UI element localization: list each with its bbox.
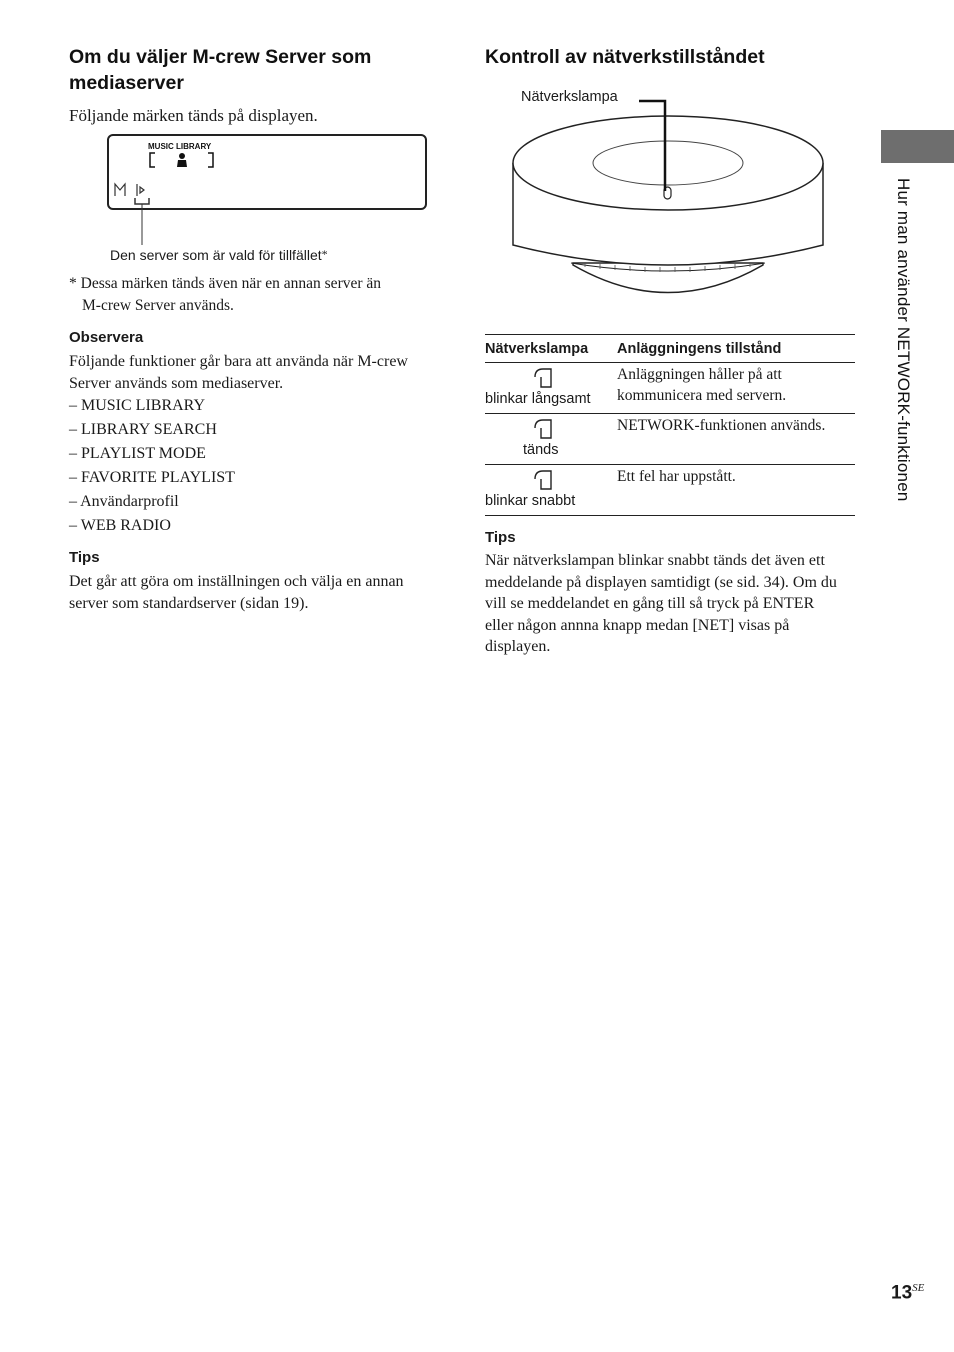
- note-line2: Server används som mediaserver.: [69, 374, 284, 392]
- side-tab-marker: [881, 130, 954, 163]
- right-tips-text: [485, 550, 837, 658]
- left-heading-line1: Om du väljer M-crew Server som: [69, 46, 372, 68]
- note-text: [69, 351, 408, 394]
- list-item: – FAVORITE PLAYLIST: [69, 469, 235, 486]
- list-item: – PLAYLIST MODE: [69, 445, 206, 462]
- note-heading: Observera: [69, 329, 144, 346]
- list-item: – MUSIC LIBRARY: [69, 397, 206, 414]
- table-row: [485, 363, 855, 414]
- lamp-state-label: blinkar snabbt: [485, 493, 576, 509]
- page-number-suffix: SE: [912, 1282, 925, 1294]
- right-heading: Kontroll av nätverkstillståndet: [485, 46, 765, 68]
- left-tips-heading: Tips: [69, 549, 100, 566]
- right-tips-line2: meddelande på displayen samtidigt (se sid. 34). Om du: [485, 573, 837, 591]
- list-item: – LIBRARY SEARCH: [69, 421, 217, 438]
- facility-state: [617, 363, 855, 413]
- table-header-state: Anläggningens tillstånd: [617, 340, 782, 357]
- right-tips-line3: vill se meddelandet en gång till så tryck på ENTER: [485, 595, 815, 612]
- lamp-blink-fast-icon: [533, 467, 555, 491]
- music-library-label: MUSIC LIBRARY: [148, 142, 212, 151]
- facility-state-line1: NETWORK-funktionen används.: [617, 417, 826, 434]
- facility-state-line1: Anläggningen håller på att: [617, 366, 782, 383]
- list-item: – WEB RADIO: [69, 517, 171, 534]
- footnote-line1: * Dessa märken tänds även när en annan server än: [69, 275, 382, 292]
- display-caption-asterisk: *: [321, 247, 328, 261]
- device-lamp-label: Nätverkslampa: [521, 89, 618, 105]
- display-intro: Följande märken tänds på displayen.: [69, 106, 318, 125]
- feature-list: [69, 394, 235, 538]
- lamp-state-label: blinkar långsamt: [485, 391, 591, 407]
- side-tab-label: Hur man använder NETWORK-funktionen: [894, 178, 913, 502]
- display-caption-text: Den server som är vald för tillfället: [110, 247, 322, 263]
- note-line1: Följande funktioner går bara att använda när M-crew: [69, 353, 408, 370]
- display-caption: [110, 247, 328, 263]
- table-header: [485, 335, 855, 363]
- table-row: [485, 414, 855, 465]
- facility-state-line1: Ett fel har uppstått.: [617, 468, 736, 485]
- right-tips-line1: När nätverkslampan blinkar snabbt tänds det även ett: [485, 552, 825, 569]
- device-top-panel: [593, 141, 743, 185]
- page-number-value: 13: [891, 1282, 913, 1304]
- right-tips-line4: eller någon annna knapp medan [NET] visas på: [485, 616, 790, 634]
- left-tips-text: [69, 571, 404, 614]
- lamp-status-table: [485, 334, 855, 516]
- lamp-blink-slow-icon: [533, 365, 555, 389]
- lamp-state-label: tänds: [523, 442, 559, 458]
- footnote-line2: M-crew Server används.: [82, 296, 234, 314]
- facility-state: [617, 414, 855, 464]
- facility-state-line2: kommunicera med servern.: [617, 387, 787, 404]
- footnote: [69, 273, 381, 316]
- lamp-on-icon: [533, 416, 555, 440]
- list-item: – Användarprofil: [69, 493, 179, 510]
- right-tips-line5: displayen.: [485, 638, 551, 655]
- left-tips-line1: Det går att göra om inställningen och välja en annan: [69, 573, 404, 590]
- table-row: [485, 465, 855, 516]
- left-heading: [69, 44, 371, 96]
- facility-state: [617, 465, 855, 515]
- left-heading-line2: mediaserver: [69, 72, 184, 94]
- page-number: [891, 1282, 924, 1304]
- left-tips-line2: server som standardserver (sidan 19).: [69, 594, 309, 612]
- device-illustration: [505, 95, 835, 305]
- right-tips-heading: Tips: [485, 529, 516, 546]
- table-header-lamp: Nätverkslampa: [485, 340, 589, 357]
